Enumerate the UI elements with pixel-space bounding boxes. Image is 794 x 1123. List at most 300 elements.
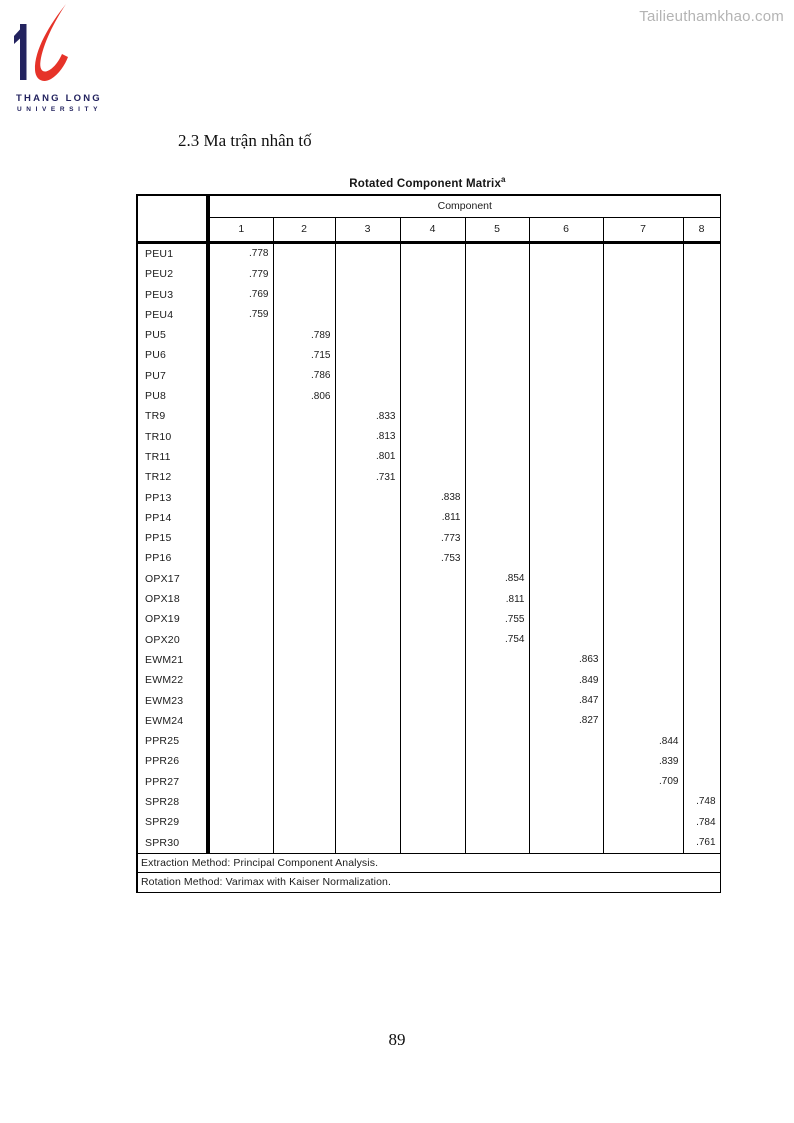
matrix-row: [137, 548, 720, 568]
loading-cell: [273, 589, 335, 609]
loading-cell: .839: [603, 751, 683, 771]
loading-cell: [465, 325, 529, 345]
loading-cell: [273, 751, 335, 771]
loading-cell: [208, 751, 273, 771]
loading-cell: [273, 508, 335, 528]
loading-cell: [465, 751, 529, 771]
loading-cell: [208, 609, 273, 629]
loading-cell: [465, 242, 529, 264]
loading-cell: [273, 731, 335, 751]
loading-cell: [335, 305, 400, 325]
component-column-header: 2: [273, 217, 335, 242]
university-logo: [12, 4, 202, 113]
loading-cell: [683, 242, 720, 264]
loading-cell: [603, 650, 683, 670]
group-header-row: [137, 195, 720, 218]
loading-cell: [603, 386, 683, 406]
loading-cell: [273, 264, 335, 284]
loading-cell: [465, 508, 529, 528]
loading-cell: [465, 427, 529, 447]
loading-cell: [529, 548, 603, 568]
variable-label: PPR27: [137, 772, 208, 792]
matrix-row: [137, 467, 720, 487]
loading-cell: [683, 650, 720, 670]
loading-cell: [335, 284, 400, 304]
loading-cell: [335, 528, 400, 548]
loading-cell: [529, 345, 603, 365]
loading-cell: [335, 670, 400, 690]
loading-cell: [603, 325, 683, 345]
matrix-row: [137, 609, 720, 629]
loading-cell: [603, 427, 683, 447]
loading-cell: [335, 772, 400, 792]
loading-cell: [465, 731, 529, 751]
variable-label: OPX19: [137, 609, 208, 629]
loading-cell: .754: [465, 629, 529, 649]
matrix-row: [137, 305, 720, 325]
loading-cell: [335, 711, 400, 731]
component-group-header: Component: [208, 195, 720, 218]
loading-cell: [683, 528, 720, 548]
loading-cell: [400, 731, 465, 751]
matrix-row: [137, 242, 720, 264]
loading-cell: [603, 467, 683, 487]
loading-cell: [683, 366, 720, 386]
variable-label: TR9: [137, 406, 208, 426]
loading-cell: [335, 751, 400, 771]
loading-cell: [683, 325, 720, 345]
loading-cell: .844: [603, 731, 683, 751]
watermark-text: Tailieuthamkhao.com: [639, 8, 784, 25]
loading-cell: [273, 284, 335, 304]
loading-cell: [400, 264, 465, 284]
variable-label: PEU2: [137, 264, 208, 284]
loading-cell: [603, 406, 683, 426]
loading-cell: .813: [335, 427, 400, 447]
loading-cell: .748: [683, 792, 720, 812]
variable-label: PEU1: [137, 242, 208, 264]
loading-cell: [683, 487, 720, 507]
matrix-row: [137, 711, 720, 731]
loading-cell: [603, 487, 683, 507]
loading-cell: [208, 508, 273, 528]
loading-cell: [400, 589, 465, 609]
loading-cell: [273, 772, 335, 792]
loading-cell: [400, 792, 465, 812]
matrix-row: [137, 589, 720, 609]
component-column-header: 5: [465, 217, 529, 242]
loading-cell: [465, 812, 529, 832]
loading-cell: .827: [529, 711, 603, 731]
component-column-header: 3: [335, 217, 400, 242]
loading-cell: [335, 242, 400, 264]
loading-cell: [208, 690, 273, 710]
variable-label: OPX18: [137, 589, 208, 609]
loading-cell: [529, 406, 603, 426]
loading-cell: [529, 772, 603, 792]
loading-cell: [273, 609, 335, 629]
matrix-row: [137, 832, 720, 853]
matrix-row: [137, 650, 720, 670]
loading-cell: [683, 751, 720, 771]
loading-cell: [208, 670, 273, 690]
loading-cell: [273, 670, 335, 690]
loading-cell: [465, 711, 529, 731]
loading-cell: [465, 305, 529, 325]
loading-cell: [683, 305, 720, 325]
loading-cell: [273, 569, 335, 589]
loading-cell: [273, 548, 335, 568]
loading-cell: [529, 386, 603, 406]
variable-label: OPX20: [137, 629, 208, 649]
loading-cell: [208, 629, 273, 649]
page-number: 89: [388, 1030, 406, 1049]
loading-cell: [529, 731, 603, 751]
loading-cell: [400, 629, 465, 649]
loading-cell: [529, 284, 603, 304]
variable-label: PP13: [137, 487, 208, 507]
loading-cell: [208, 325, 273, 345]
loading-cell: [208, 386, 273, 406]
loading-cell: [603, 528, 683, 548]
loading-cell: [400, 650, 465, 670]
loading-cell: [335, 812, 400, 832]
loading-cell: [208, 366, 273, 386]
variable-label: OPX17: [137, 569, 208, 589]
loading-cell: [335, 792, 400, 812]
variable-label: PP16: [137, 548, 208, 568]
loading-cell: [465, 345, 529, 365]
loading-cell: [465, 772, 529, 792]
loading-cell: [335, 386, 400, 406]
loading-cell: [603, 792, 683, 812]
loading-cell: [603, 629, 683, 649]
loading-cell: .769: [249, 289, 269, 301]
loading-cell: [208, 406, 273, 426]
variable-label: EWM21: [137, 650, 208, 670]
variable-label: SPR30: [137, 832, 208, 853]
loading-cell: [208, 447, 273, 467]
loading-cell: [465, 447, 529, 467]
loading-cell: [465, 406, 529, 426]
loading-cell: .778: [249, 248, 269, 260]
variable-label: PEU4: [137, 305, 208, 325]
loading-cell: .753: [400, 548, 465, 568]
loading-cell: [208, 467, 273, 487]
loading-cell: [208, 792, 273, 812]
loading-cell: [465, 264, 529, 284]
loading-cell: [400, 690, 465, 710]
loading-cell: [465, 386, 529, 406]
loading-cell: [273, 528, 335, 548]
loading-cell: [603, 548, 683, 568]
loading-cell: [400, 609, 465, 629]
loading-cell: [603, 447, 683, 467]
loading-cell: [208, 832, 273, 853]
matrix-row: [137, 629, 720, 649]
loading-cell: [400, 447, 465, 467]
loading-cell: [400, 305, 465, 325]
matrix-row: [137, 386, 720, 406]
loading-cell: [603, 589, 683, 609]
loading-cell: [400, 832, 465, 853]
loading-cell: [335, 589, 400, 609]
variable-label: PEU3: [137, 284, 208, 304]
matrix-title: [136, 175, 719, 190]
component-column-header: 4: [400, 217, 465, 242]
loading-cell: [529, 528, 603, 548]
loading-cell: .773: [400, 528, 465, 548]
loading-cell: [208, 427, 273, 447]
loading-cell: .811: [465, 589, 529, 609]
loading-cell: [208, 812, 273, 832]
loading-cell: [335, 609, 400, 629]
matrix-row: [137, 447, 720, 467]
loading-cell: [603, 832, 683, 853]
loading-cell: [400, 427, 465, 447]
loading-cell: [400, 812, 465, 832]
matrix-row: [137, 325, 720, 345]
matrix-row: [137, 792, 720, 812]
loading-cell: [273, 690, 335, 710]
loading-cell: [465, 487, 529, 507]
loading-cell: [400, 670, 465, 690]
loading-cell: [529, 629, 603, 649]
matrix-row: [137, 487, 720, 507]
loading-cell: [529, 325, 603, 345]
loading-cell: [335, 650, 400, 670]
loading-cell: .801: [335, 447, 400, 467]
loading-cell: [603, 670, 683, 690]
loading-cell: [400, 711, 465, 731]
loading-cell: [683, 569, 720, 589]
variable-label: PU7: [137, 366, 208, 386]
column-number-row: [137, 217, 720, 242]
variable-label: PP15: [137, 528, 208, 548]
variable-label: EWM23: [137, 690, 208, 710]
rotated-component-matrix: [136, 175, 719, 893]
loading-cell: [335, 731, 400, 751]
logo-subname-text: UNIVERSITY: [17, 106, 103, 113]
loading-cell: [465, 690, 529, 710]
loading-cell: [400, 345, 465, 365]
loading-cell: .779: [249, 268, 269, 280]
loading-cell: [335, 569, 400, 589]
loading-cell: [208, 650, 273, 670]
loading-cell: [683, 508, 720, 528]
loading-cell: [208, 731, 273, 751]
component-column-header: 8: [683, 217, 720, 242]
loading-cell: [683, 589, 720, 609]
matrix-row: [137, 772, 720, 792]
matrix-row: [137, 366, 720, 386]
loading-cell: [335, 487, 400, 507]
variable-label: PU6: [137, 345, 208, 365]
matrix-row: [137, 508, 720, 528]
matrix-row: [137, 427, 720, 447]
variable-label: TR12: [137, 467, 208, 487]
loading-cell: [400, 325, 465, 345]
loading-cell: [208, 548, 273, 568]
loading-cell: [335, 325, 400, 345]
matrix-row: [137, 528, 720, 548]
loading-cell: [400, 366, 465, 386]
loading-cell: [273, 447, 335, 467]
loading-cell: [603, 264, 683, 284]
loading-cell: [273, 812, 335, 832]
matrix-table: [136, 194, 721, 893]
matrix-row: [137, 670, 720, 690]
loading-cell: [683, 731, 720, 751]
rotation-method-row: [137, 873, 720, 893]
matrix-title-text: Rotated Component Matrix: [349, 177, 502, 190]
variable-label: EWM24: [137, 711, 208, 731]
loading-cell: [400, 284, 465, 304]
loading-cell: [400, 242, 465, 264]
loading-cell: [529, 305, 603, 325]
loading-cell: [683, 264, 720, 284]
variable-label: SPR29: [137, 812, 208, 832]
loading-cell: .838: [400, 487, 465, 507]
loading-cell: [683, 711, 720, 731]
loading-cell: [683, 772, 720, 792]
loading-cell: [273, 242, 335, 264]
loading-cell: [603, 812, 683, 832]
matrix-row: [137, 812, 720, 832]
loading-cell: [273, 629, 335, 649]
loading-cell: [603, 242, 683, 264]
loading-cell: [603, 711, 683, 731]
variable-label: EWM22: [137, 670, 208, 690]
variable-label: PPR26: [137, 751, 208, 771]
loading-cell: [273, 832, 335, 853]
loading-cell: [529, 427, 603, 447]
loading-cell: [529, 569, 603, 589]
extraction-method-note: Extraction Method: Principal Component Analysis.: [137, 853, 720, 873]
loading-cell: [335, 366, 400, 386]
loading-cell: .806: [273, 386, 335, 406]
loading-cell: [335, 345, 400, 365]
loading-cell: [335, 508, 400, 528]
loading-cell: [603, 690, 683, 710]
loading-cell: .863: [529, 650, 603, 670]
loading-cell: [529, 589, 603, 609]
loading-cell: [529, 508, 603, 528]
matrix-row: [137, 345, 720, 365]
loading-cell: [603, 284, 683, 304]
variable-label: PPR25: [137, 731, 208, 751]
loading-cell: [683, 548, 720, 568]
loading-cell: [683, 406, 720, 426]
loading-cell: [465, 528, 529, 548]
component-column-header: 6: [529, 217, 603, 242]
loading-cell: [465, 284, 529, 304]
loading-cell: [335, 832, 400, 853]
matrix-row: [137, 690, 720, 710]
loading-cell: [208, 528, 273, 548]
loading-cell: [400, 386, 465, 406]
loading-cell: .731: [335, 467, 400, 487]
extraction-method-row: [137, 853, 720, 873]
loading-cell: .847: [529, 690, 603, 710]
matrix-row: [137, 751, 720, 771]
loading-cell: [529, 447, 603, 467]
loading-cell: [603, 305, 683, 325]
loading-cell: [683, 386, 720, 406]
loading-cell: .811: [400, 508, 465, 528]
matrix-title-footnote-marker: a: [501, 175, 506, 184]
loading-cell: [529, 264, 603, 284]
loading-cell: [400, 772, 465, 792]
component-column-header: 7: [603, 217, 683, 242]
loading-cell: [335, 629, 400, 649]
loading-cell: [208, 589, 273, 609]
loading-cell: [465, 467, 529, 487]
loading-cell: .784: [683, 812, 720, 832]
variable-label: PU8: [137, 386, 208, 406]
matrix-row: [137, 264, 720, 284]
loading-cell: [529, 366, 603, 386]
loading-cell: [273, 711, 335, 731]
loading-cell: [603, 345, 683, 365]
loading-cell: [273, 305, 335, 325]
loading-cell: [529, 751, 603, 771]
loading-cell: [683, 609, 720, 629]
loading-cell: .849: [529, 670, 603, 690]
loading-cell: [273, 487, 335, 507]
loading-cell: [683, 629, 720, 649]
logo-mark-icon: [12, 4, 90, 92]
loading-cell: [273, 427, 335, 447]
loading-cell: [335, 690, 400, 710]
component-column-header: 1: [208, 217, 273, 242]
logo-name-text: THANG LONG: [16, 93, 102, 104]
loading-cell: [335, 264, 400, 284]
rotation-method-note: Rotation Method: Varimax with Kaiser Normalization.: [137, 873, 720, 893]
loading-cell: [400, 751, 465, 771]
loading-cell: [683, 670, 720, 690]
variable-label: TR10: [137, 427, 208, 447]
loading-cell: [273, 650, 335, 670]
loading-cell: .709: [603, 772, 683, 792]
loading-cell: [529, 487, 603, 507]
loading-cell: [465, 670, 529, 690]
variable-label: PU5: [137, 325, 208, 345]
loading-cell: [335, 548, 400, 568]
matrix-row: [137, 284, 720, 304]
loading-cell: [273, 467, 335, 487]
loading-cell: [529, 792, 603, 812]
loading-cell: .786: [273, 366, 335, 386]
corner-cell: [137, 195, 208, 243]
loading-cell: [465, 792, 529, 812]
loading-cell: [683, 467, 720, 487]
loading-cell: .833: [335, 406, 400, 426]
loading-cell: [208, 345, 273, 365]
loading-cell: [465, 366, 529, 386]
variable-label: PP14: [137, 508, 208, 528]
loading-cell: [529, 242, 603, 264]
loading-cell: [400, 467, 465, 487]
loading-cell: [273, 406, 335, 426]
loading-cell: [400, 406, 465, 426]
matrix-row: [137, 731, 720, 751]
loading-cell: [208, 487, 273, 507]
loading-cell: [465, 548, 529, 568]
loading-cell: .761: [683, 832, 720, 853]
loading-cell: [529, 832, 603, 853]
loading-cell: .789: [273, 325, 335, 345]
